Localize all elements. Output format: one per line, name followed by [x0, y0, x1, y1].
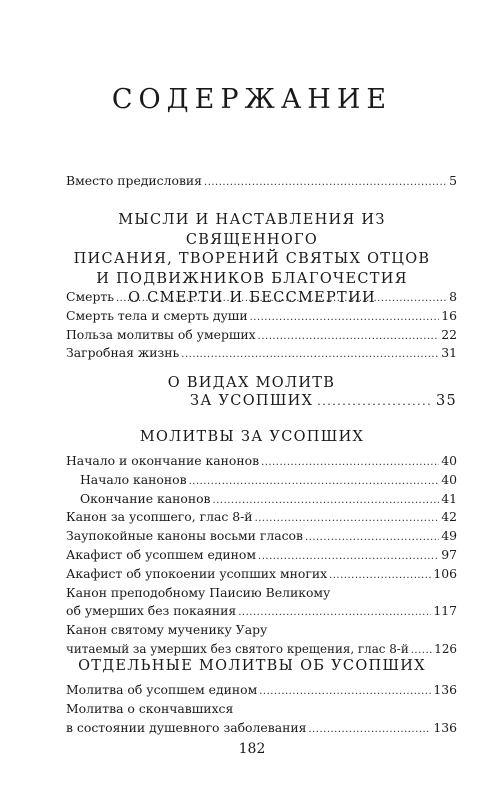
toc-entry-label: Молитва об усопшем едином: [66, 682, 258, 697]
toc-entry-page: 31: [441, 345, 457, 361]
section-heading-prayers: [50, 428, 454, 448]
toc-entry-label: Начало и окончание канонов: [66, 453, 260, 468]
toc-entry-label: Загробная жизнь: [66, 345, 180, 361]
toc-entry[interactable]: [66, 307, 457, 326]
toc-entry-page: 8: [449, 289, 457, 304]
toc-section4-list: [66, 681, 457, 737]
heading-line: МЫСЛИ И НАСТАВЛЕНИЯ ИЗ СВЯЩЕННОГО: [118, 212, 386, 248]
toc-entry[interactable]: [66, 719, 457, 738]
dot-leader: [250, 307, 440, 328]
dot-leader: [255, 508, 440, 529]
toc-entry-page: 40: [441, 453, 457, 468]
dot-leader: [317, 393, 432, 409]
heading-line: И ПОДВИЖНИКОВ БЛАГОЧЕСТИЯ: [96, 270, 408, 287]
section-heading-prayer-types: [120, 374, 383, 394]
toc-entry-label: Канон за усопшего, глас 8-й: [66, 509, 253, 525]
dot-leader: [261, 452, 439, 473]
toc-entry-label: об умерших без покаяния: [66, 603, 237, 619]
heading-line: О СМЕРТИ И БЕССМЕРТИИ: [128, 290, 376, 306]
toc-entry-page: 41: [441, 490, 457, 506]
toc-entry[interactable]: [66, 172, 457, 191]
dot-leader: [308, 719, 431, 740]
toc-entry[interactable]: [66, 288, 457, 307]
toc-entry-label: Окончание канонов: [80, 490, 211, 506]
toc-entry-page: 35: [435, 393, 457, 409]
dot-leader: [238, 602, 431, 623]
dot-leader: [305, 527, 439, 548]
toc-entry[interactable]: [66, 584, 457, 603]
toc-entry[interactable]: [66, 565, 457, 584]
toc-entry-label: читаемый за умерших без святого крещения, глас 8-й: [66, 641, 409, 656]
toc-entry[interactable]: [66, 344, 457, 363]
heading-line: ОТДЕЛЬНЫЕ МОЛИТВЫ ОБ УСОПШИХ: [78, 658, 426, 674]
toc-entry-label: Вместо предисловия: [66, 173, 203, 188]
toc-section3-list: [66, 452, 457, 659]
toc-entry-page: 126: [434, 641, 457, 656]
toc-entry-label: в состоянии душевного заболевания: [66, 719, 307, 735]
toc-intro-list: [66, 172, 457, 191]
toc-entry-page: 136: [433, 682, 457, 697]
dot-leader: [258, 546, 439, 567]
toc-entry[interactable]: [66, 602, 457, 621]
toc-entry-page: 22: [441, 326, 457, 342]
toc-entry-page: 42: [441, 509, 457, 525]
page-number: 182: [238, 741, 266, 757]
dot-leader: [204, 172, 447, 193]
toc-entry-label: Акафист об усопшем едином: [66, 546, 257, 562]
heading-line: МОЛИТВЫ ЗА УСОПШИХ: [139, 429, 365, 445]
toc-entry-label: Польза молитвы об умерших: [66, 326, 256, 342]
toc-entry[interactable]: [66, 452, 457, 471]
toc-entry-label: Начало канонов: [80, 471, 187, 487]
dot-leader: [181, 344, 439, 365]
toc-entry[interactable]: [66, 527, 457, 546]
dot-leader: [259, 681, 431, 702]
toc-entry-page: 117: [433, 603, 457, 619]
toc-entry[interactable]: [66, 621, 457, 640]
section-heading-separate-prayers: [50, 657, 454, 677]
toc-entry-page: 136: [433, 719, 457, 735]
heading-line: ПИСАНИЯ, ТВОРЕНИЙ СВЯТЫХ ОТЦОВ: [73, 251, 431, 267]
toc-entry-label: Молитва о скончавшихся: [66, 700, 234, 716]
dot-leader: [329, 565, 431, 586]
toc-section1-list: [66, 288, 457, 363]
dot-leader: [213, 490, 440, 511]
toc-entry-prayer-types[interactable]: [190, 393, 457, 409]
page-title: СОДЕРЖАНИЕ: [111, 84, 393, 115]
toc-entry-page: 16: [441, 307, 457, 323]
toc-entry-label: Акафист об упокоении усопших многих: [66, 565, 328, 581]
toc-entry[interactable]: [66, 546, 457, 565]
toc-entry-label: Канон преподобному Паисию Великому: [66, 584, 331, 600]
toc-entry[interactable]: [66, 471, 457, 490]
toc-entry[interactable]: [66, 490, 457, 509]
heading-line: ЗА УСОПШИХ: [190, 393, 314, 409]
toc-entry-page: 40: [441, 471, 457, 487]
toc-entry-page: 106: [433, 565, 457, 581]
toc-entry-page: 5: [449, 173, 457, 188]
toc-entry-label: Смерть: [66, 289, 114, 304]
heading-line: О ВИДАХ МОЛИТВ: [167, 375, 336, 391]
toc-entry-page: 49: [441, 528, 457, 544]
dot-leader: [116, 288, 447, 309]
toc-entry-label: Смерть тела и смерть души: [66, 307, 248, 323]
dot-leader: [189, 471, 440, 492]
toc-entry[interactable]: [66, 326, 457, 345]
toc-entry-label: Канон святому мученику Уару: [66, 622, 268, 638]
toc-entry[interactable]: [66, 508, 457, 527]
toc-entry[interactable]: [66, 681, 457, 700]
toc-entry[interactable]: [66, 640, 457, 659]
dot-leader: [258, 326, 440, 347]
toc-entry[interactable]: [66, 700, 457, 719]
toc-entry-label: Заупокойные каноны восьми гласов: [66, 528, 303, 544]
toc-entry-page: 97: [441, 546, 457, 562]
